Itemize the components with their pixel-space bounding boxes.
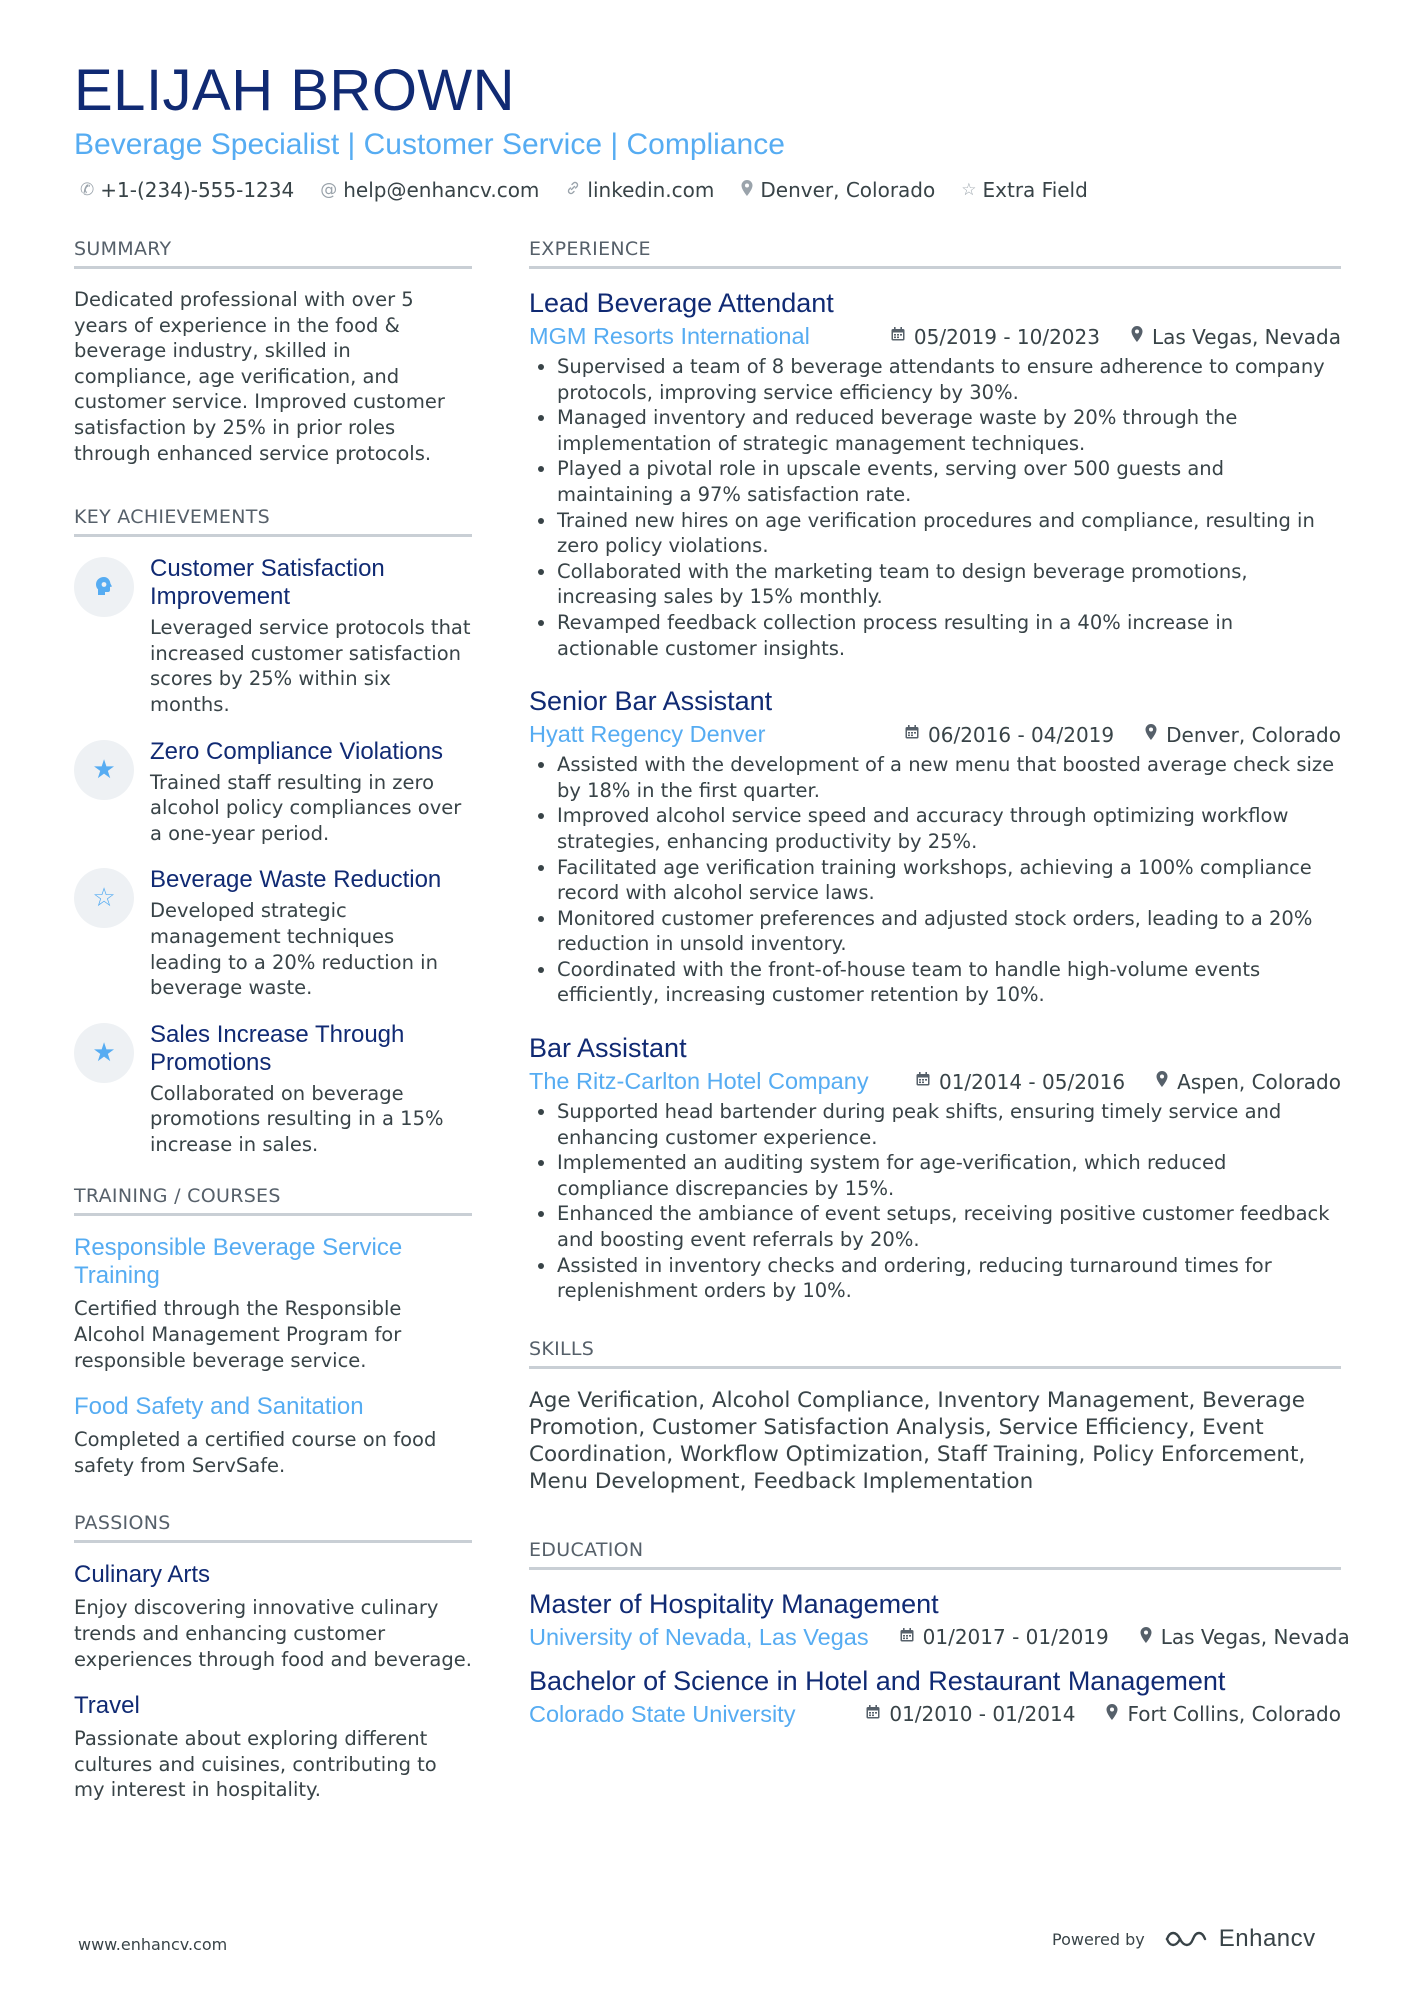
achievements-heading: KEY ACHIEVEMENTS (74, 506, 472, 537)
skills-heading: SKILLS (529, 1338, 1341, 1369)
job-company: The Ritz-Carlton Hotel Company (529, 1068, 869, 1095)
education-dates (899, 1625, 1109, 1649)
job-bullets (529, 1099, 1341, 1304)
skills-section (529, 1338, 1341, 1495)
passion-text: Enjoy discovering innovative culinary trends and enhancing customer experiences through food and beverage. (74, 1596, 472, 1671)
passions-heading: PASSIONS (74, 1512, 472, 1543)
job-entry (529, 685, 1341, 1008)
course-title: Food Safety and Sanitation (74, 1393, 364, 1421)
job-dates-text: 05/2019 - 10/2023 (913, 324, 1100, 349)
experience-heading: EXPERIENCE (529, 238, 1341, 269)
achievement-item (74, 738, 472, 847)
job-location-text: Las Vegas, Nevada (1151, 324, 1341, 349)
job-bullet: • Monitored customer preferences and adjusted stock orders, leading to a 20% reduction in unsold inventory. (557, 906, 1341, 957)
achievement-item (74, 555, 472, 717)
contact-linkedin[interactable] (565, 178, 714, 202)
job-dates (890, 325, 1100, 349)
education-meta (529, 1701, 1341, 1728)
location-icon (1105, 1703, 1119, 1726)
course-text: Completed a certified course on food safety from ServSafe. (74, 1428, 437, 1477)
left-column (74, 238, 472, 1823)
footer-branding[interactable] (1052, 1925, 1316, 1953)
achievement-title: Zero Compliance Violations (150, 737, 444, 765)
contact-extra-text: Extra Field (982, 178, 1088, 202)
course-text: Certified through the Responsible Alcohol Management Program for responsible beverage service. (74, 1297, 402, 1372)
candidate-title: Beverage Specialist | Customer Service | Compliance (74, 128, 785, 161)
link-icon (565, 180, 581, 201)
job-company: Hyatt Regency Denver (529, 721, 766, 748)
education-section (529, 1538, 1350, 1728)
education-location-text: Las Vegas, Nevada (1160, 1625, 1350, 1650)
job-bullet: • Supervised a team of 8 beverage attendants to ensure adherence to company protocols, improving service efficiency by 30%. (557, 354, 1341, 405)
training-section (74, 1185, 472, 1478)
job-bullet: • Revamped feedback collection process resulting in a 40% increase in actionable customer insights. (557, 610, 1341, 661)
job-bullet: • Supported head bartender during peak shifts, ensuring timely service and enhancing customer experience. (557, 1099, 1341, 1150)
right-column (529, 238, 1350, 1742)
star-icon: ☆ (961, 180, 977, 200)
job-bullet: • Played a pivotal role in upscale events, serving over 500 guests and maintaining a 97% satisfaction rate. (557, 456, 1341, 507)
location-icon (1144, 723, 1158, 746)
achievement-text: Leveraged service protocols that increased customer satisfaction scores by 25% within six months. (150, 616, 471, 716)
job-location (1130, 325, 1341, 349)
summary-heading: SUMMARY (74, 238, 472, 269)
job-bullet: • Trained new hires on age verification procedures and compliance, resulting in zero policy violations. (557, 508, 1341, 559)
candidate-name: ELIJAH BROWN (74, 58, 516, 123)
star-filled-icon: ★ (74, 1023, 134, 1083)
education-dates-text: 01/2010 - 01/2014 (889, 1702, 1076, 1727)
star-outline-icon: ☆ (74, 868, 134, 928)
job-location-text: Denver, Colorado (1166, 722, 1341, 747)
achievement-item (74, 866, 472, 1000)
job-title: Senior Bar Assistant (529, 686, 773, 717)
job-bullet: • Collaborated with the marketing team to design beverage promotions, increasing sales by 15% monthly. (557, 559, 1341, 610)
job-location (1144, 723, 1341, 747)
location-icon (740, 179, 754, 202)
job-bullets (529, 354, 1341, 661)
job-location (1155, 1070, 1341, 1094)
job-location-text: Aspen, Colorado (1177, 1069, 1341, 1094)
achievement-title: Sales Increase Through Promotions (150, 1020, 405, 1076)
job-bullet: • Assisted in inventory checks and ordering, reducing turnaround times for replenishment orders by 10%. (557, 1253, 1341, 1304)
footer-website[interactable]: www.enhancv.com (78, 1935, 228, 1954)
job-meta (529, 721, 1341, 748)
education-school: University of Nevada, Las Vegas (529, 1623, 869, 1650)
contact-email[interactable] (320, 178, 539, 202)
enhancv-logo-icon (1163, 1927, 1209, 1951)
achievement-item (74, 1021, 472, 1158)
education-degree: Master of Hospitality Management (529, 1588, 939, 1619)
achievement-text: Collaborated on beverage promotions resulting in a 15% increase in sales. (150, 1081, 444, 1156)
passions-section (74, 1512, 472, 1803)
job-company: MGM Resorts International (529, 323, 810, 349)
course-title: Responsible Beverage Service Training (74, 1234, 403, 1290)
location-icon (1155, 1070, 1169, 1093)
head-icon (74, 557, 134, 617)
passion-title: Travel (74, 1692, 140, 1720)
experience-section (529, 238, 1341, 1304)
education-entry (529, 1665, 1341, 1728)
job-dates (915, 1070, 1125, 1094)
education-dates-text: 01/2017 - 01/2019 (922, 1625, 1109, 1650)
calendar-icon (890, 326, 906, 347)
calendar-icon (904, 724, 920, 745)
job-dates-text: 06/2016 - 04/2019 (928, 722, 1115, 747)
education-degree: Bachelor of Science in Hotel and Restaurant Management (529, 1665, 1226, 1696)
course-item (74, 1234, 472, 1373)
education-location (1105, 1702, 1341, 1726)
job-bullet: • Improved alcohol service speed and accuracy through optimizing workflow strategies, enhancing productivity by 25%. (557, 803, 1341, 854)
contact-phone[interactable] (80, 178, 294, 202)
job-dates (904, 723, 1114, 747)
education-location-text: Fort Collins, Colorado (1127, 1702, 1341, 1727)
passion-title: Culinary Arts (74, 1561, 211, 1589)
summary-section (74, 238, 472, 466)
contact-phone-text: +1-(234)-555-1234 (100, 178, 295, 202)
education-dates (865, 1702, 1075, 1726)
powered-by-label: Powered by (1052, 1929, 1145, 1949)
passion-item (74, 1692, 472, 1803)
at-icon: @ (320, 180, 338, 200)
education-location (1139, 1625, 1350, 1649)
achievements-section (74, 506, 472, 1157)
job-bullet: • Implemented an auditing system for age-verification, which reduced compliance discrepancies by 15%. (557, 1150, 1341, 1201)
achievement-text: Trained staff resulting in zero alcohol policy compliances over a one-year period. (150, 770, 462, 845)
job-dates-text: 01/2014 - 05/2016 (938, 1069, 1126, 1094)
education-heading: EDUCATION (529, 1539, 1341, 1570)
education-school: Colorado State University (529, 1700, 796, 1727)
job-bullet: • Assisted with the development of a new menu that boosted average check size by 18% in the first quarter. (557, 752, 1341, 803)
job-bullets (529, 752, 1341, 1008)
achievement-text: Developed strategic management techniques leading to a 20% reduction in beverage waste. (150, 899, 438, 1000)
calendar-icon (865, 1704, 881, 1725)
phone-icon: ✆ (80, 180, 95, 200)
contact-email-text: help@enhancv.com (343, 178, 540, 202)
calendar-icon (899, 1627, 915, 1648)
job-bullet: • Managed inventory and reduced beverage waste by 20% through the implementation of strategic management techniques. (557, 405, 1341, 456)
achievement-title: Beverage Waste Reduction (150, 866, 442, 894)
education-entry (529, 1588, 1350, 1651)
job-meta (529, 1068, 1341, 1095)
contact-extra (961, 178, 1088, 202)
education-meta (529, 1623, 1350, 1651)
course-item (74, 1393, 472, 1478)
calendar-icon (915, 1071, 931, 1092)
passion-text: Passionate about exploring different cultures and cuisines, contributing to my interest in hospitality. (74, 1727, 437, 1802)
contact-bar (80, 178, 1360, 202)
job-meta (529, 323, 1341, 350)
job-bullet: • Facilitated age verification training workshops, achieving a 100% compliance record with alcohol service laws. (557, 855, 1341, 906)
skills-text: Age Verification, Alcohol Compliance, Inventory Management, Beverage Promotion, Customer Satisfaction Analysis, Service Efficiency, Event Coordination, Workflow Optimization, Staff Training, Policy Enforcement, Menu Development, Feedback Implementation (529, 1387, 1306, 1494)
job-title: Bar Assistant (529, 1033, 687, 1064)
job-entry (529, 287, 1341, 661)
brand-name: Enhancv (1218, 1925, 1316, 1952)
contact-location-text: Denver, Colorado (760, 178, 936, 202)
contact-location (740, 178, 935, 202)
achievement-title: Customer Satisfaction Improvement (150, 555, 385, 611)
job-bullet: • Coordinated with the front-of-house team to handle high-volume events efficiently, increasing customer retention by 10%. (557, 957, 1341, 1008)
passion-item (74, 1561, 472, 1672)
job-bullet: • Enhanced the ambiance of event setups, receiving positive customer feedback and boosting event referrals by 20%. (557, 1201, 1341, 1252)
contact-linkedin-text: linkedin.com (587, 178, 715, 202)
location-icon (1130, 325, 1144, 348)
job-entry (529, 1032, 1341, 1304)
brand-logo (1163, 1925, 1316, 1953)
summary-text: Dedicated professional with over 5 years of experience in the food & beverage industry, skilled in compliance, age verification, and customer service. Improved customer satisfaction by 25% in prior roles through enhanced service protocols. (74, 288, 445, 465)
location-icon (1139, 1626, 1153, 1649)
training-heading: TRAINING / COURSES (74, 1185, 472, 1216)
star-filled-icon: ★ (74, 740, 134, 800)
job-title: Lead Beverage Attendant (529, 288, 834, 318)
